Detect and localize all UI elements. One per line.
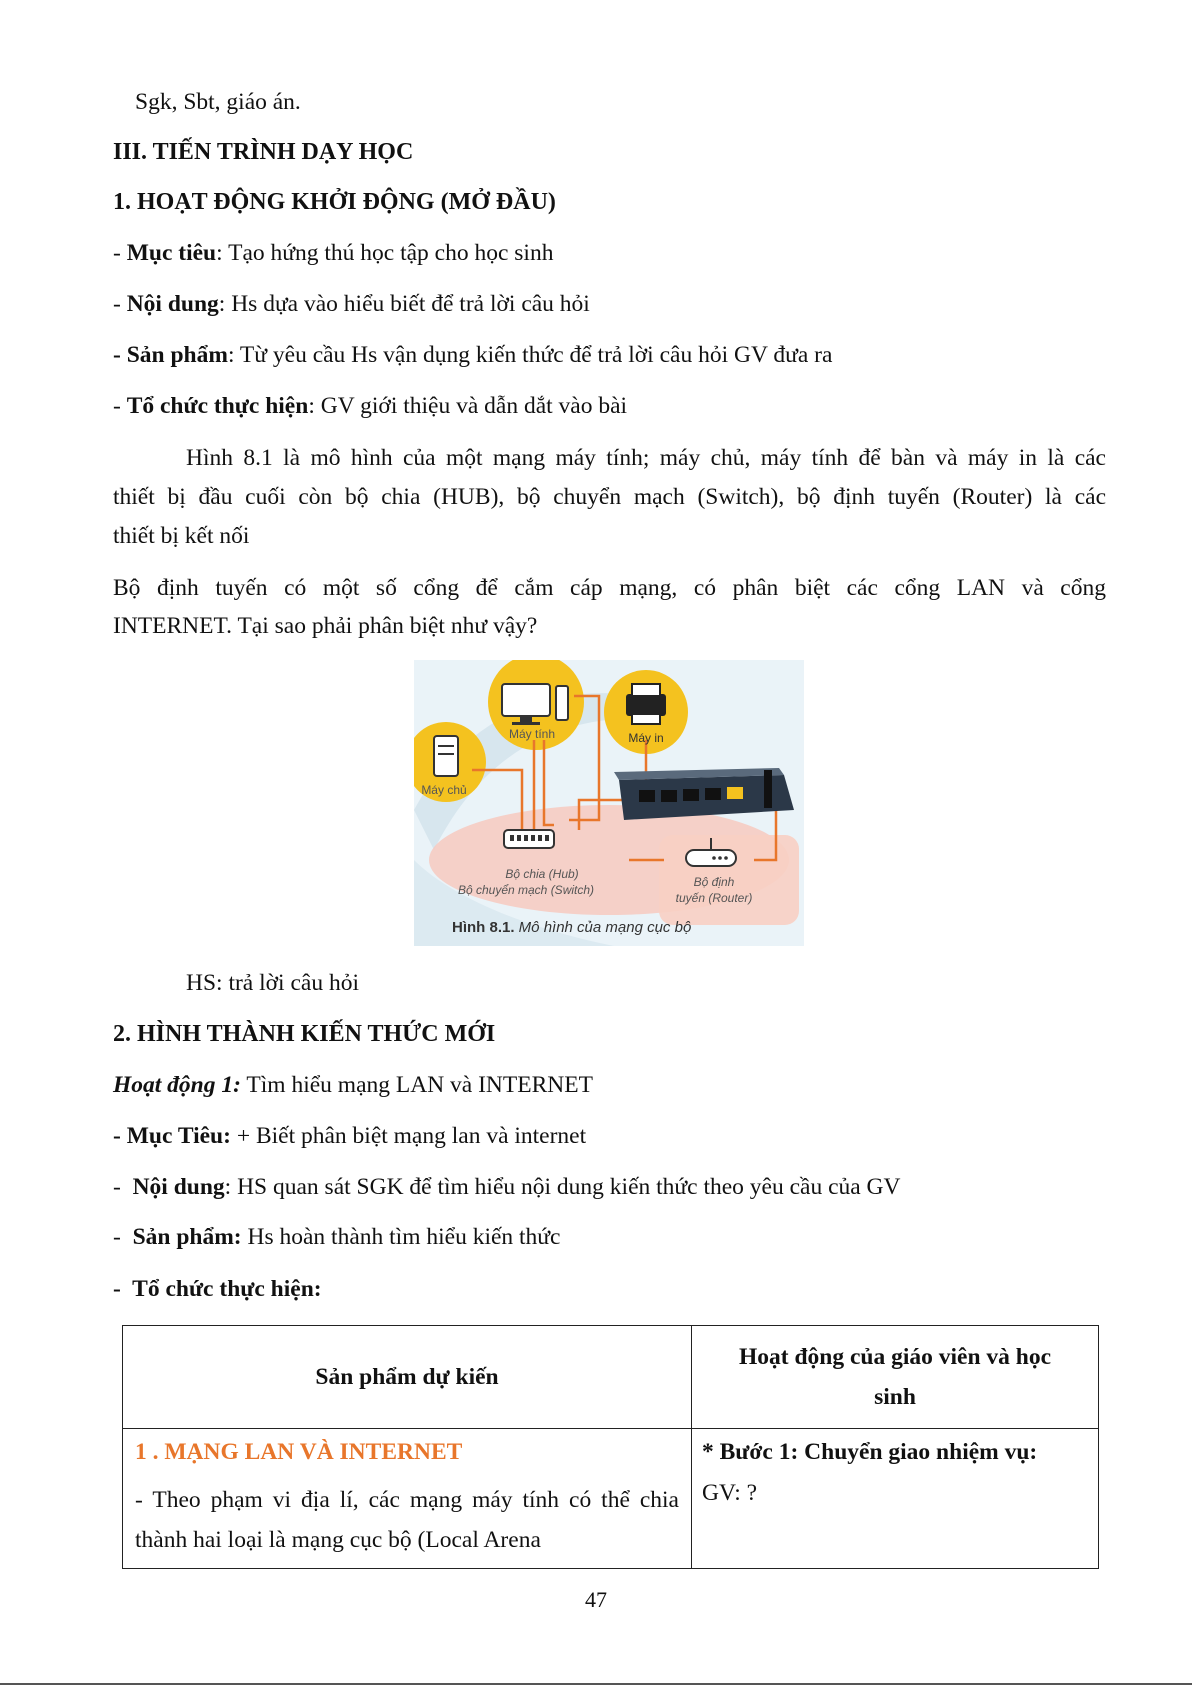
content-2-line: - Nội dung: HS quan sát SGK để tìm hiểu nội dung kiến thức theo yêu cầu của GV [113,1174,901,1200]
product-line: - Sản phẩm: Từ yêu cầu Hs vận dụng kiến thức để trả lời câu hỏi GV đưa ra [113,342,833,368]
organization-line: - Tổ chức thực hiện: GV giới thiệu và dẫn dắt vào bài [113,393,628,419]
server-icon [434,736,458,776]
content-line: - Nội dung: Hs dựa vào hiểu biết để trả lời câu hỏi [113,291,590,317]
goal-2-label: - Mục Tiêu: [113,1123,231,1149]
paragraph-1-line-3: thiết bị kết nối [113,523,250,549]
lan-internet-text: - Theo phạm vi địa lí, các mạng máy tính có thể chia thành hai loại là mạng cục bộ (Local Arena [135,1487,679,1553]
paragraph-1-line-2: thiết bị đầu cuối còn bộ chia (HUB), bộ chuyển mạch (Switch), bộ định tuyến (Router) là các [113,484,1106,510]
figure-caption-text: Mô hình của mạng cục bộ [514,919,692,936]
content-2-text: : HS quan sát SGK để tìm hiểu nội dung kiến thức theo yêu cầu của GV [224,1174,901,1200]
goal-text: : Tạo hứng thú học tập cho học sinh [216,240,554,266]
section-heading: III. TIẾN TRÌNH DẠY HỌC [113,139,414,165]
router-label-line-1: Bộ định [693,875,735,889]
lesson-table [122,1325,1099,1569]
product-2-line: - Sản phẩm: Hs hoàn thành tìm hiểu kiến thức [113,1224,561,1250]
goal-line: - Mục tiêu: Tạo hứng thú học tập cho học sinh [113,240,554,266]
goal-label: Mục tiêu [126,240,217,266]
activity-1-line [113,1070,593,1100]
network-figure [414,660,804,946]
network-diagram [414,660,804,946]
content-label: Nội dung [126,291,219,317]
table-cell-activity [692,1429,1099,1569]
table-cell-product [123,1429,692,1569]
table-header-activity: Hoạt động của giáo viên và học sinh [692,1326,1099,1429]
table-row [123,1429,1099,1569]
organization-text: : GV giới thiệu và dẫn dắt vào bài [308,393,628,419]
paragraph-1-line-1: Hình 8.1 là mô hình của một mạng máy tính; máy chủ, máy tính để bàn và máy in là các [186,445,1106,471]
step-1-label: * Bước 1: Chuyển giao nhiệm vụ: [702,1439,1038,1465]
organization-2-label: Tổ chức thực hiện: [132,1276,322,1302]
computer-label: Máy tính [508,727,556,741]
table-header-product: Sản phẩm dự kiến [123,1326,692,1429]
activity-2-heading: 2. HÌNH THÀNH KIẾN THỨC MỚI [113,1021,496,1047]
gv-question: GV: ? [702,1480,758,1506]
paragraph-2-line-1: Bộ định tuyến có một số cổng để cắm cáp mạng, có phân biệt các cổng LAN và cổng [113,575,1106,601]
organization-label: Tổ chức thực hiện [126,393,309,419]
product-label: Sản phẩm [126,342,228,368]
activity-1-heading: 1. HOẠT ĐỘNG KHỞI ĐỘNG (MỞ ĐẦU) [113,189,556,215]
printer-label: Máy in [628,731,664,745]
figure-caption [452,919,691,936]
switch-device-icon [614,768,794,820]
materials-line: Sgk, Sbt, giáo án. [135,89,301,115]
hub-label-line-1: Bộ chia (Hub) [505,867,579,881]
product-text: : Từ yêu cầu Hs vận dụng kiến thức để trả lời câu hỏi GV đưa ra [227,342,833,368]
lan-internet-heading: 1 . MẠNG LAN VÀ INTERNET [135,1439,463,1465]
printer-icon [626,684,666,724]
content-text: : Hs dựa vào hiểu biết để trả lời câu hỏi [218,291,590,317]
server-label: Máy chủ [421,783,467,797]
hs-answer-line: HS: trả lời câu hỏi [186,970,359,996]
figure-caption-number: Hình 8.1. [452,919,515,936]
router-label-line-2: tuyến (Router) [675,891,753,905]
product-2-text: Hs hoàn thành tìm hiểu kiến thức [241,1224,561,1250]
paragraph-2-line-2: INTERNET. Tại sao phải phân biệt như vậy? [113,613,538,639]
goal-2-line [113,1121,586,1151]
content-2-label: Nội dung [132,1174,225,1200]
hub-label-line-2: Bộ chuyển mạch (Switch) [457,883,595,897]
hub-icon [504,830,554,848]
organization-2-line: - Tổ chức thực hiện: [113,1276,322,1302]
activity-1-label: Hoạt động 1: [113,1072,241,1098]
activity-1-text: Tìm hiểu mạng LAN và INTERNET [240,1072,593,1098]
table-header-row [123,1326,1099,1429]
page-number: 47 [585,1587,607,1612]
product-2-label: Sản phẩm: [132,1224,242,1250]
goal-2-text: + Biết phân biệt mạng lan và internet [230,1123,587,1149]
